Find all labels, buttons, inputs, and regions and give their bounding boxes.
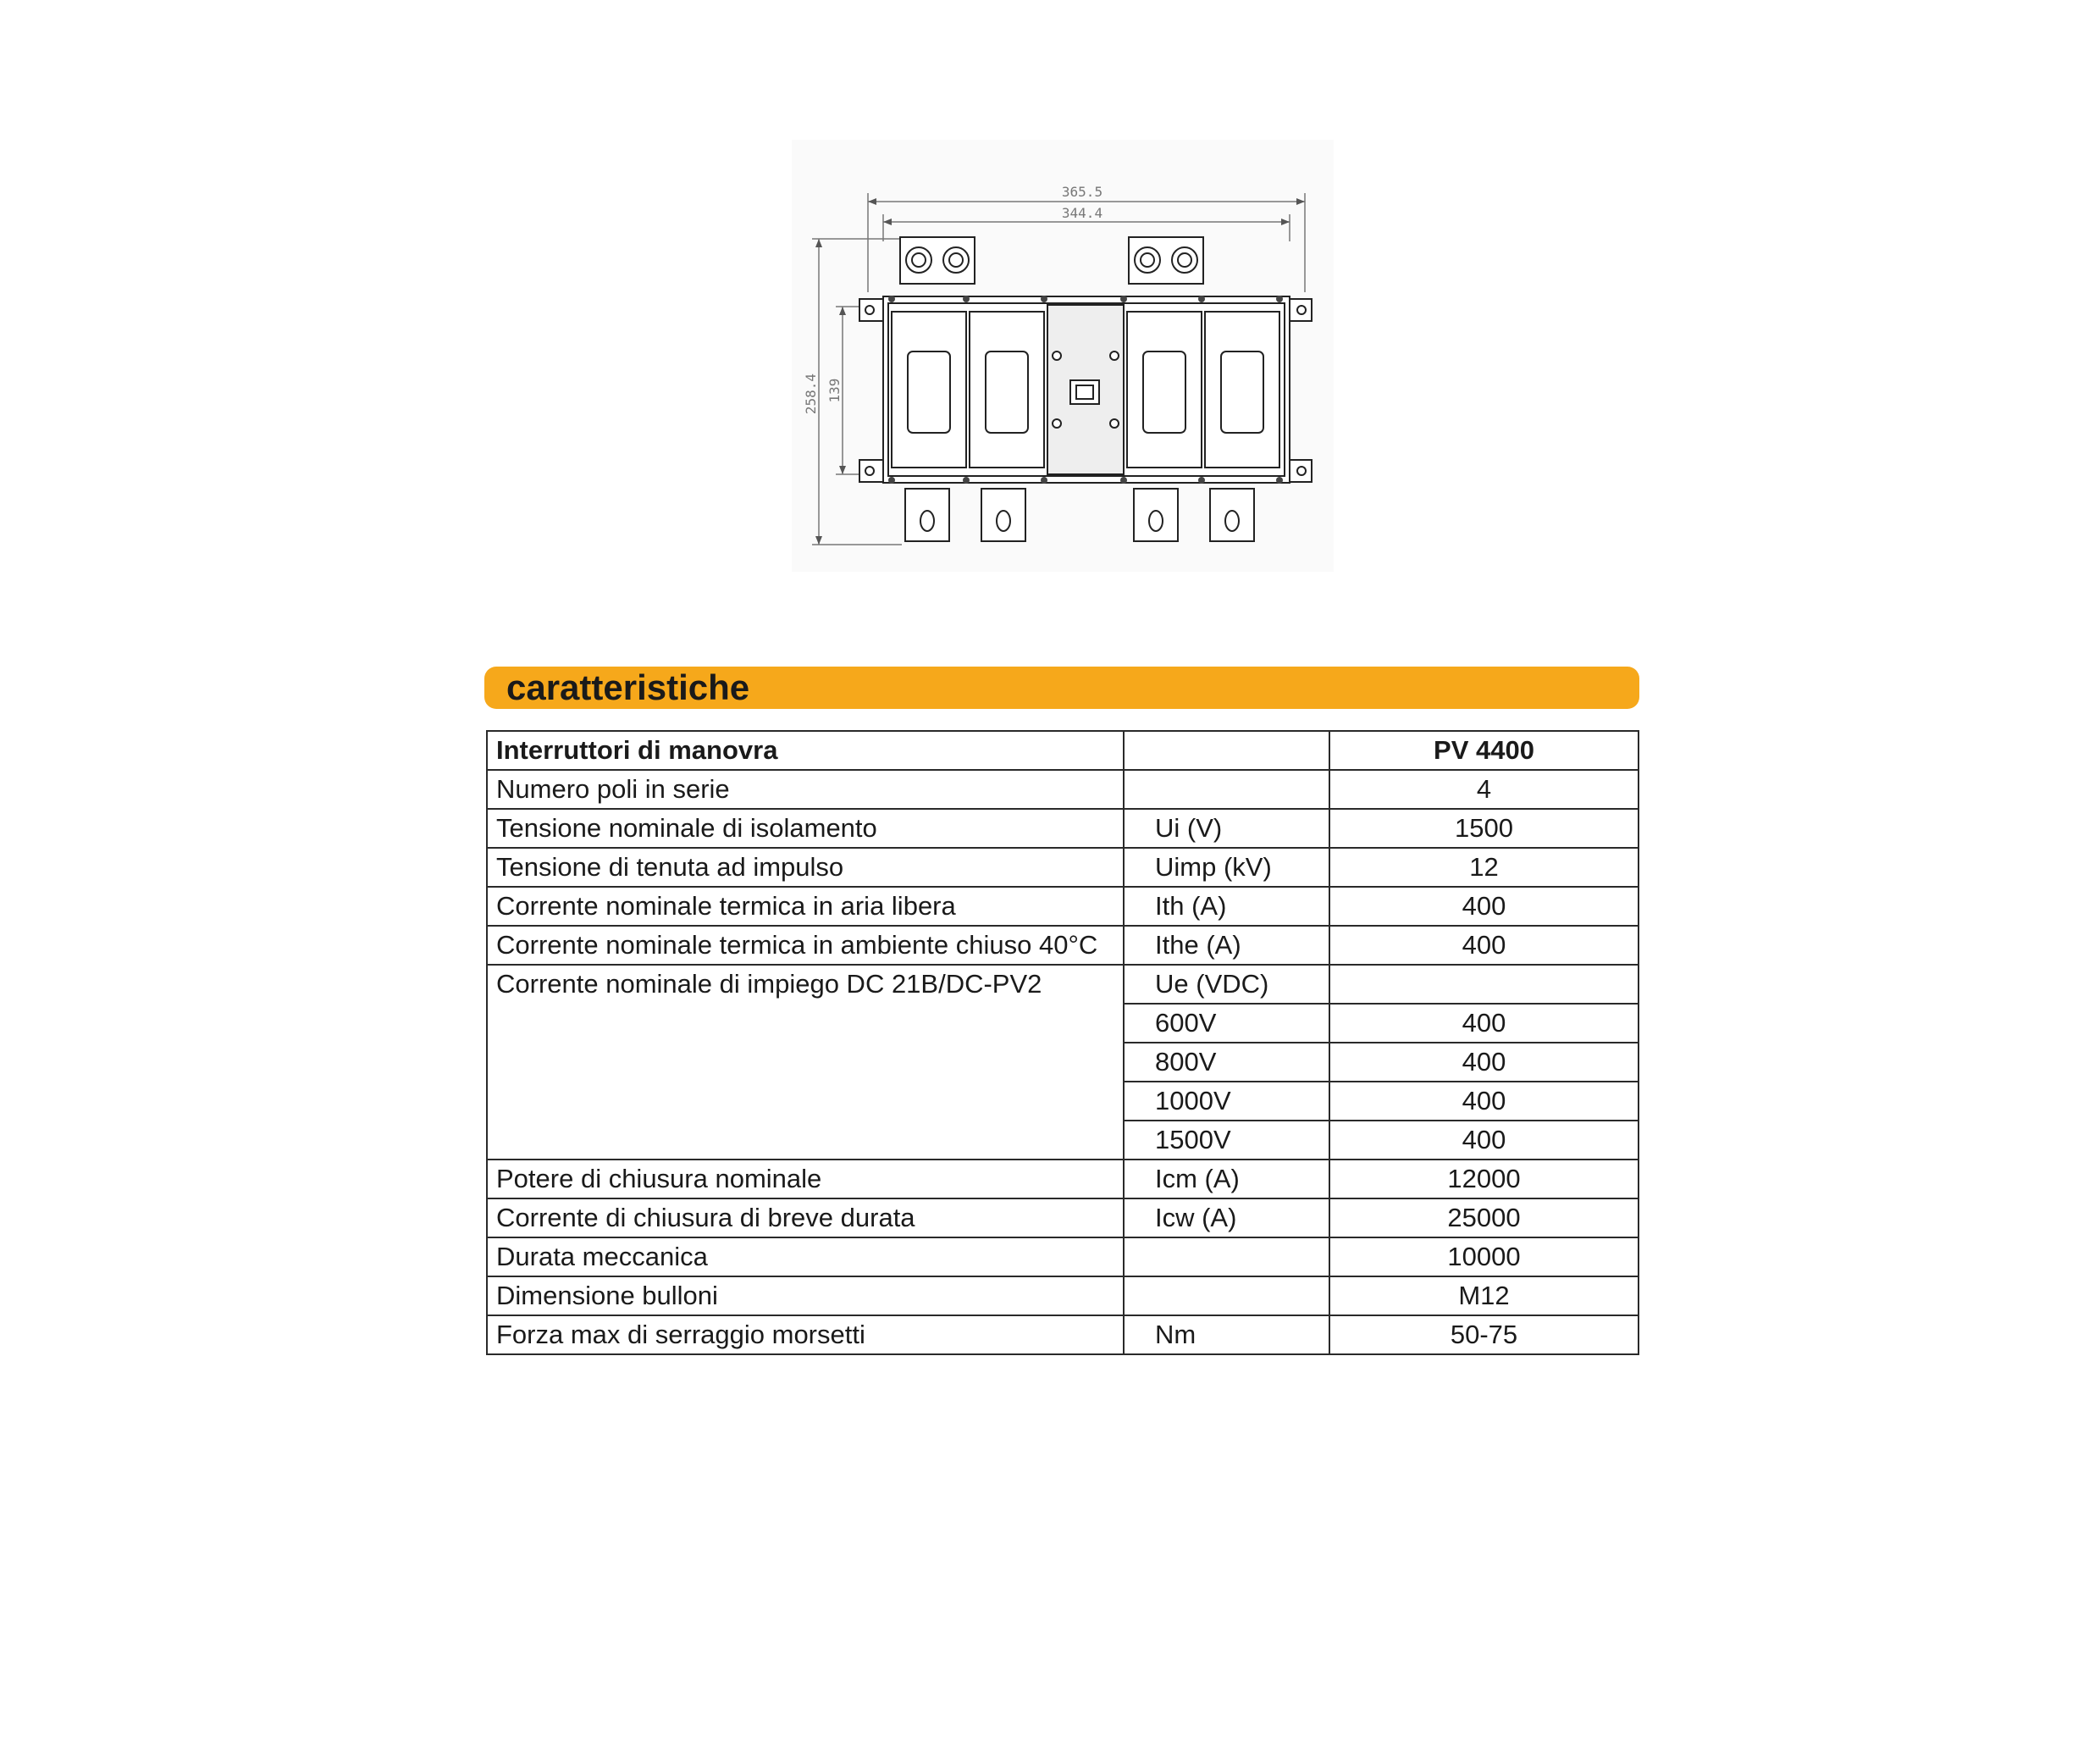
table-row (487, 848, 1639, 887)
row-value: 1500 (1329, 809, 1639, 848)
dc-voltage: 600V (1124, 1004, 1329, 1043)
row-label: Durata meccanica (487, 1237, 1124, 1276)
table-row (487, 1160, 1639, 1198)
spec-table (486, 730, 1639, 1355)
row-value: 50-75 (1329, 1315, 1639, 1354)
technical-drawing (792, 140, 1334, 572)
table-row (487, 965, 1639, 1004)
dc-group-value (1329, 965, 1639, 1004)
dc-current: 400 (1329, 1082, 1639, 1121)
row-value: 12000 (1329, 1160, 1639, 1198)
row-value: 12 (1329, 848, 1639, 887)
row-unit: Ithe (A) (1124, 926, 1329, 965)
header-model: PV 4400 (1329, 731, 1639, 770)
row-label: Corrente nominale termica in aria libera (487, 887, 1124, 926)
table-row (487, 1237, 1639, 1276)
row-unit: Nm (1124, 1315, 1329, 1354)
row-label: Corrente nominale termica in ambiente chiuso 40°C (487, 926, 1124, 965)
row-value: 4 (1329, 770, 1639, 809)
row-unit (1124, 1237, 1329, 1276)
table-row (487, 1315, 1639, 1354)
section-title: caratteristiche (506, 667, 750, 707)
row-unit: Ith (A) (1124, 887, 1329, 926)
row-value: 10000 (1329, 1237, 1639, 1276)
row-value: 400 (1329, 887, 1639, 926)
dc-current: 400 (1329, 1004, 1639, 1043)
dc-current: 400 (1329, 1043, 1639, 1082)
table-row (487, 770, 1639, 809)
row-label: Corrente di chiusura di breve durata (487, 1198, 1124, 1237)
header-unit (1124, 731, 1329, 770)
row-label: Tensione di tenuta ad impulso (487, 848, 1124, 887)
row-label: Dimensione bulloni (487, 1276, 1124, 1315)
section-banner (484, 667, 1639, 709)
table-row (487, 1276, 1639, 1315)
dc-current: 400 (1329, 1121, 1639, 1160)
dc-voltage: 1000V (1124, 1082, 1329, 1121)
table-row (487, 809, 1639, 848)
dc-group-label: Corrente nominale di impiego DC 21B/DC-PV2 (487, 965, 1124, 1160)
dim-height-outer: 258.4 (803, 373, 819, 415)
dc-group-unit: Ue (VDC) (1124, 965, 1329, 1004)
row-value: 400 (1329, 926, 1639, 965)
dim-width-outer: 365.5 (1061, 184, 1103, 200)
dc-voltage: 1500V (1124, 1121, 1329, 1160)
table-row (487, 887, 1639, 926)
row-unit: Icm (A) (1124, 1160, 1329, 1198)
dc-voltage: 800V (1124, 1043, 1329, 1082)
row-unit (1124, 770, 1329, 809)
row-value: M12 (1329, 1276, 1639, 1315)
row-value: 25000 (1329, 1198, 1639, 1237)
row-unit: Uimp (kV) (1124, 848, 1329, 887)
dim-height-inner: 139 (826, 378, 843, 403)
row-unit: Ui (V) (1124, 809, 1329, 848)
table-row (487, 926, 1639, 965)
header-label: Interruttori di manovra (487, 731, 1124, 770)
row-label: Potere di chiusura nominale (487, 1160, 1124, 1198)
row-label: Numero poli in serie (487, 770, 1124, 809)
table-header-row (487, 731, 1639, 770)
table-row (487, 1198, 1639, 1237)
row-unit (1124, 1276, 1329, 1315)
row-label: Tensione nominale di isolamento (487, 809, 1124, 848)
row-label: Forza max di serraggio morsetti (487, 1315, 1124, 1354)
row-unit: Icw (A) (1124, 1198, 1329, 1237)
dim-width-inner: 344.4 (1061, 205, 1103, 221)
